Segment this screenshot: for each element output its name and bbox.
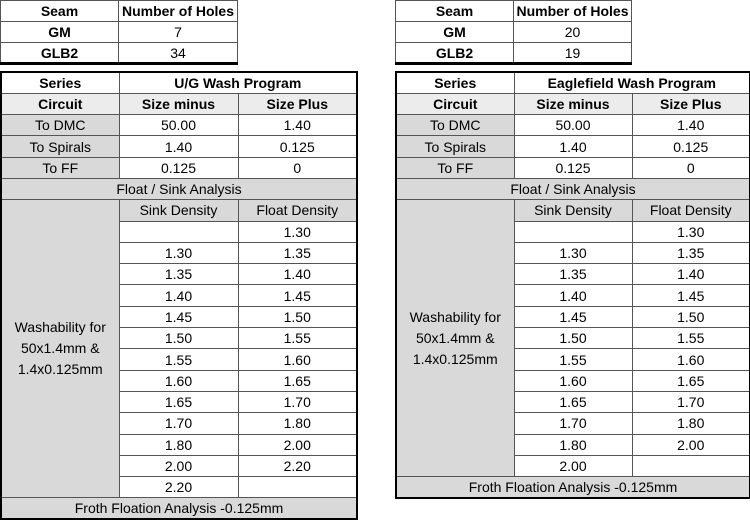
float-density: 1.40 — [238, 264, 357, 285]
seam-name: GLB2 — [396, 43, 514, 64]
seam-header: Seam — [1, 1, 119, 22]
circuit-name: To DMC — [1, 115, 119, 136]
float-density: 2.20 — [238, 455, 357, 476]
sink-density: 2.00 — [119, 455, 238, 476]
float-sink-label: Float / Sink Analysis — [396, 178, 750, 199]
sink-density: 1.50 — [514, 328, 632, 349]
float-density-header: Float Density — [238, 200, 357, 221]
circuit-name: To Spirals — [396, 136, 514, 157]
circuit-header: Circuit — [396, 93, 514, 114]
size-minus-header: Size minus — [119, 93, 238, 114]
holes-header: Number of Holes — [514, 1, 632, 22]
sink-density: 1.80 — [119, 434, 238, 455]
sink-density: 1.60 — [514, 370, 632, 391]
holes-value: 34 — [119, 43, 238, 64]
float-density: 1.35 — [238, 242, 357, 263]
float-density: 1.55 — [238, 328, 357, 349]
right-seam-table — [395, 0, 632, 65]
float-density: 1.30 — [238, 221, 357, 242]
size-plus-value: 1.40 — [632, 115, 750, 136]
holes-value: 19 — [514, 43, 632, 64]
float-density: 1.65 — [238, 370, 357, 391]
series-label: Series — [1, 72, 119, 93]
left-program-table — [0, 71, 358, 520]
float-sink-label: Float / Sink Analysis — [1, 178, 357, 199]
float-density: 1.30 — [632, 221, 750, 242]
sink-density: 1.30 — [514, 242, 632, 263]
left-seam-table — [0, 0, 238, 65]
size-minus-value: 1.40 — [514, 136, 632, 157]
size-minus-value: 0.125 — [514, 157, 632, 178]
sink-density: 1.65 — [119, 391, 238, 412]
left-seam-block — [0, 0, 238, 65]
float-density: 1.40 — [632, 264, 750, 285]
sink-density: 2.00 — [514, 455, 632, 476]
washability-label: Washability for 50x1.4mm & 1.4x0.125mm — [1, 200, 119, 498]
float-density-header: Float Density — [632, 200, 750, 221]
float-density: 1.35 — [632, 242, 750, 263]
sink-density: 1.80 — [514, 434, 632, 455]
sink-density: 1.30 — [119, 242, 238, 263]
circuit-name: To DMC — [396, 115, 514, 136]
float-density: 1.45 — [632, 285, 750, 306]
float-density: 1.45 — [238, 285, 357, 306]
holes-header: Number of Holes — [119, 1, 238, 22]
sink-density-header: Sink Density — [119, 200, 238, 221]
circuit-name: To FF — [396, 157, 514, 178]
sink-density: 1.45 — [514, 306, 632, 327]
sink-density: 2.20 — [119, 477, 238, 498]
size-minus-header: Size minus — [514, 93, 632, 114]
size-plus-value: 0.125 — [632, 136, 750, 157]
sink-density: 1.55 — [514, 349, 632, 370]
float-density: 1.55 — [632, 328, 750, 349]
circuit-name: To FF — [1, 157, 119, 178]
size-plus-value: 0.125 — [238, 136, 357, 157]
sink-density — [119, 221, 238, 242]
float-density: 1.50 — [238, 306, 357, 327]
sink-density: 1.70 — [119, 413, 238, 434]
size-minus-value: 0.125 — [119, 157, 238, 178]
size-plus-header: Size Plus — [238, 93, 357, 114]
float-density: 1.70 — [238, 391, 357, 412]
size-plus-header: Size Plus — [632, 93, 750, 114]
size-minus-value: 1.40 — [119, 136, 238, 157]
float-density: 2.00 — [238, 434, 357, 455]
float-density — [632, 455, 750, 476]
float-density: 2.00 — [632, 434, 750, 455]
float-density: 1.65 — [632, 370, 750, 391]
float-density: 1.60 — [632, 349, 750, 370]
size-plus-value: 0 — [632, 157, 750, 178]
seam-name: GM — [1, 22, 119, 43]
left-program-block — [0, 71, 358, 520]
sink-density — [514, 221, 632, 242]
sink-density: 1.35 — [514, 264, 632, 285]
float-density: 1.60 — [238, 349, 357, 370]
size-plus-value: 1.40 — [238, 115, 357, 136]
sink-density: 1.65 — [514, 391, 632, 412]
float-density: 1.80 — [632, 413, 750, 434]
series-label: Series — [396, 72, 514, 93]
right-program-block — [395, 71, 750, 499]
froth-flotation-label: Froth Floation Analysis -0.125mm — [396, 477, 750, 498]
sink-density: 1.40 — [119, 285, 238, 306]
holes-value: 20 — [514, 22, 632, 43]
float-density: 1.80 — [238, 413, 357, 434]
sink-density-header: Sink Density — [514, 200, 632, 221]
holes-value: 7 — [119, 22, 238, 43]
sink-density: 1.45 — [119, 306, 238, 327]
size-plus-value: 0 — [238, 157, 357, 178]
sink-density: 1.60 — [119, 370, 238, 391]
size-minus-value: 50.00 — [514, 115, 632, 136]
sink-density: 1.55 — [119, 349, 238, 370]
float-density: 1.70 — [632, 391, 750, 412]
froth-flotation-label: Froth Floation Analysis -0.125mm — [1, 498, 357, 519]
seam-header: Seam — [396, 1, 514, 22]
sink-density: 1.35 — [119, 264, 238, 285]
right-seam-block — [395, 0, 632, 65]
size-minus-value: 50.00 — [119, 115, 238, 136]
program-name: U/G Wash Program — [119, 72, 357, 93]
circuit-header: Circuit — [1, 93, 119, 114]
seam-name: GLB2 — [1, 43, 119, 64]
sink-density: 1.70 — [514, 413, 632, 434]
seam-name: GM — [396, 22, 514, 43]
float-density: 1.50 — [632, 306, 750, 327]
float-density — [238, 477, 357, 498]
program-name: Eaglefield Wash Program — [514, 72, 750, 93]
washability-label: Washability for 50x1.4mm & 1.4x0.125mm — [396, 200, 514, 477]
sink-density: 1.40 — [514, 285, 632, 306]
circuit-name: To Spirals — [1, 136, 119, 157]
right-program-table — [395, 71, 750, 499]
sink-density: 1.50 — [119, 328, 238, 349]
